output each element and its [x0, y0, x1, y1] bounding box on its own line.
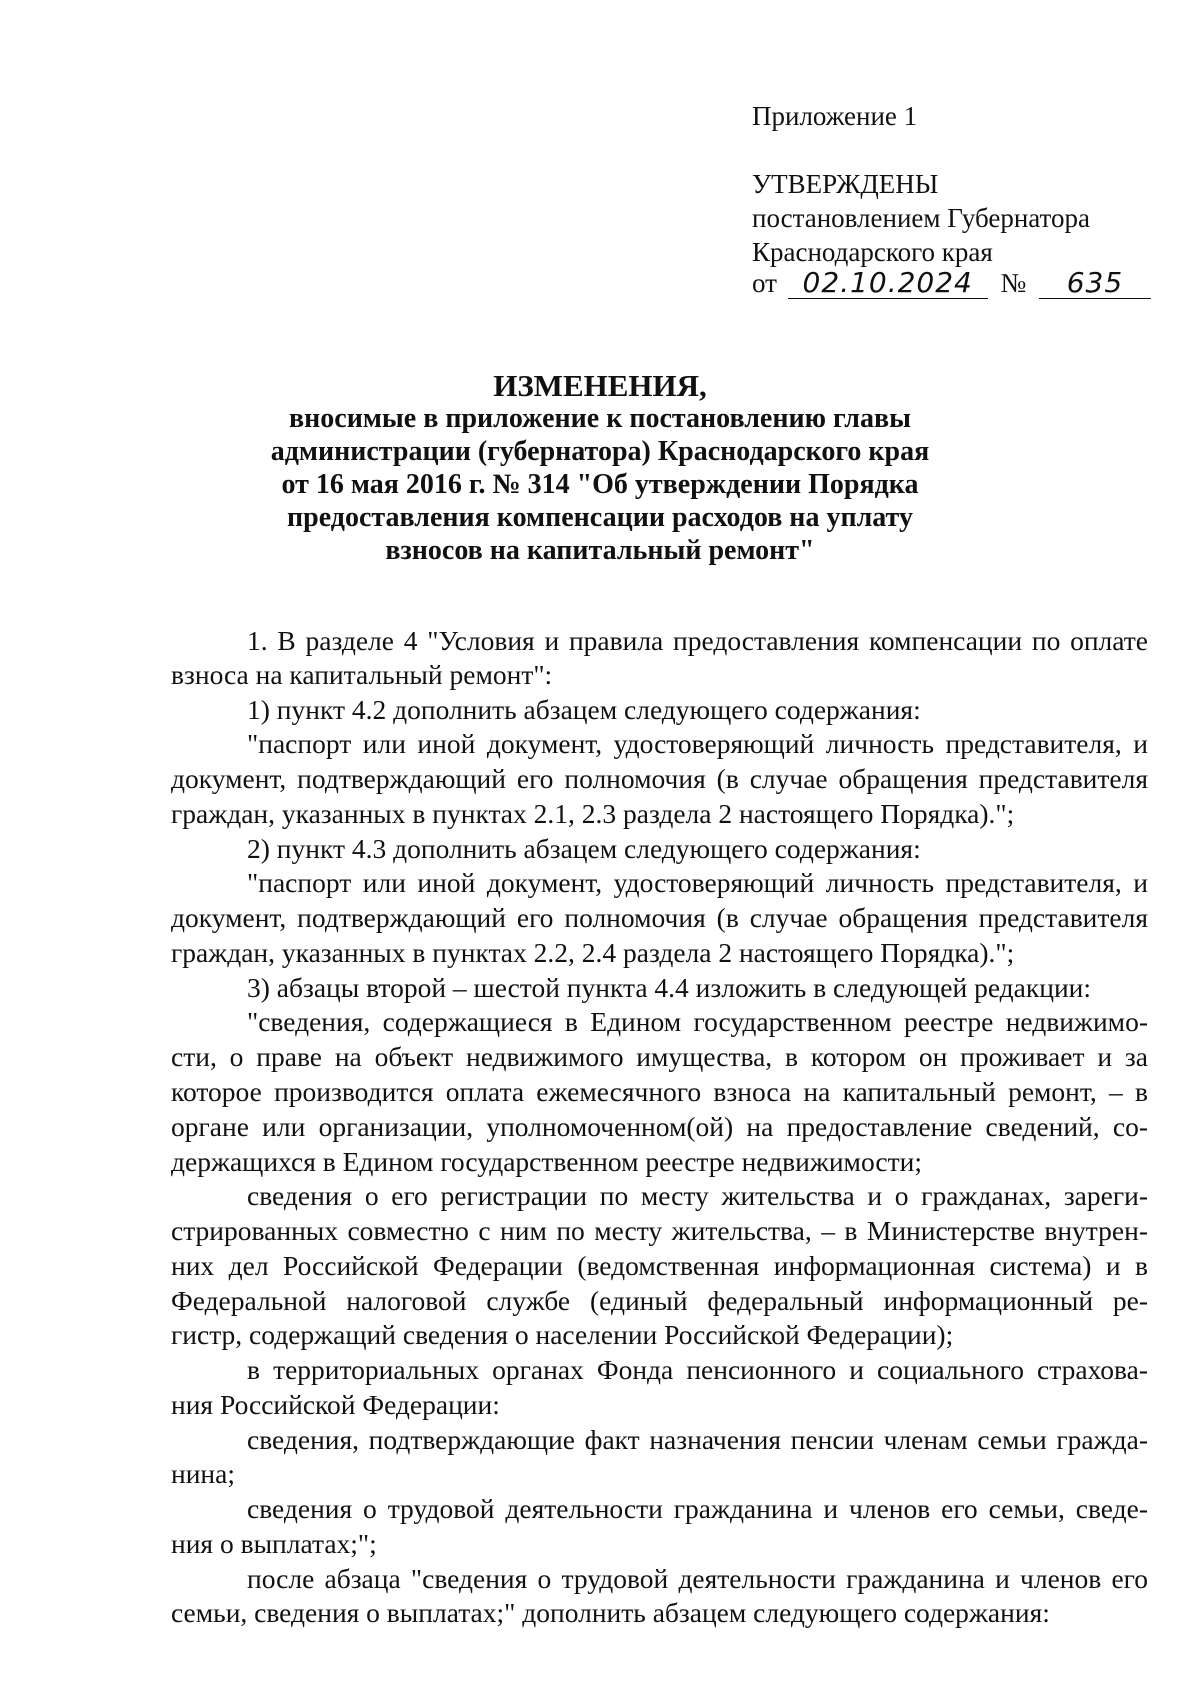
body-line: гистр, содержащий сведения о населении Российской Федерации);	[171, 1319, 954, 1350]
body-line: сведения, подтверждающие факт назначения пенсии членам семьи гражда-	[247, 1424, 1148, 1455]
title-line: от 16 мая 2016 г. № 314 "Об утверждении Порядка	[281, 469, 919, 500]
body-line: после абзаца "сведения о трудовой деятельности гражданина и членов его	[247, 1563, 1148, 1594]
body-line: документ, подтверждающий его полномочия (в случае обращения представителя	[171, 763, 1148, 794]
title-line: вносимые в приложение к постановлению главы	[289, 403, 911, 434]
body-line: Федеральной налоговой службе (единый федеральный информационный ре-	[171, 1285, 1148, 1316]
body-line: "паспорт или иной документ, удостоверяющий личность представителя, и	[247, 728, 1148, 759]
number-sign: №	[1000, 268, 1027, 298]
body-line: 3) абзацы второй – шестой пункта 4.4 изложить в следующей редакции:	[247, 972, 1092, 1003]
date-number-line	[752, 268, 1151, 299]
handwritten-date: 02.10.2024	[788, 268, 988, 299]
body-line: в территориальных органах Фонда пенсионного и социального страхова-	[247, 1354, 1148, 1385]
body-line: 1) пункт 4.2 дополнить абзацем следующего содержания:	[247, 694, 921, 725]
body-line: "сведения, содержащиеся в Едином государственном реестре недвижимо-	[247, 1006, 1148, 1037]
body-line: нина;	[171, 1458, 235, 1489]
appendix-label: Приложение 1	[752, 101, 918, 131]
body-line: взноса на капитальный ремонт":	[171, 659, 553, 690]
title-line: предоставления компенсации расходов на уплату	[287, 502, 913, 533]
handwritten-number: 635	[1039, 268, 1151, 299]
body-line: граждан, указанных в пунктах 2.2, 2.4 раздела 2 настоящего Порядка).";	[171, 937, 1015, 968]
body-line: семьи, сведения о выплатах;" дополнить абзацем следующего содержания:	[171, 1597, 1050, 1628]
body-line: стрированных совместно с ним по месту жительства, – в Министерстве внутрен-	[171, 1215, 1148, 1246]
body-line: сведения о его регистрации по месту жительства и о гражданах, зареги-	[247, 1180, 1148, 1211]
body-line: держащихся в Едином государственном реестре недвижимости;	[171, 1146, 922, 1177]
body-line: ния о выплатах;";	[171, 1528, 377, 1559]
date-prefix: от	[752, 268, 777, 298]
body-line: них дел Российской Федерации (ведомственная информационная система) и в	[171, 1250, 1148, 1281]
body-line: документ, подтверждающий его полномочия (в случае обращения представителя	[171, 902, 1148, 933]
body-line: сти, о праве на объект недвижимого имущества, в котором он проживает и за	[171, 1041, 1148, 1072]
title-line: взносов на капитальный ремонт"	[385, 535, 815, 566]
body-line: сведения о трудовой деятельности гражданина и членов его семьи, сведе-	[247, 1493, 1148, 1524]
body-line: граждан, указанных в пунктах 2.1, 2.3 раздела 2 настоящего Порядка).";	[171, 798, 1015, 829]
decree-label: постановлением Губернатора	[752, 203, 1090, 233]
body-line: которое производится оплата ежемесячного взноса на капитальный ремонт, – в	[171, 1076, 1148, 1107]
document-title: ИЗМЕНЕНИЯ,	[493, 368, 707, 403]
title-line: администрации (губернатора) Краснодарского края	[270, 436, 930, 467]
body-line: 1. В разделе 4 "Условия и правила предоставления компенсации по оплате	[247, 625, 1148, 656]
body-line: органе или организации, уполномоченном(ой) на предоставление сведений, со-	[171, 1111, 1148, 1142]
body-line: "паспорт или иной документ, удостоверяющий личность представителя, и	[247, 867, 1148, 898]
body-line: 2) пункт 4.3 дополнить абзацем следующего содержания:	[247, 833, 921, 864]
region-label: Краснодарского края	[752, 237, 993, 267]
body-line: ния Российской Федерации:	[171, 1389, 500, 1420]
approved-label: УТВЕРЖДЕНЫ	[752, 169, 939, 199]
